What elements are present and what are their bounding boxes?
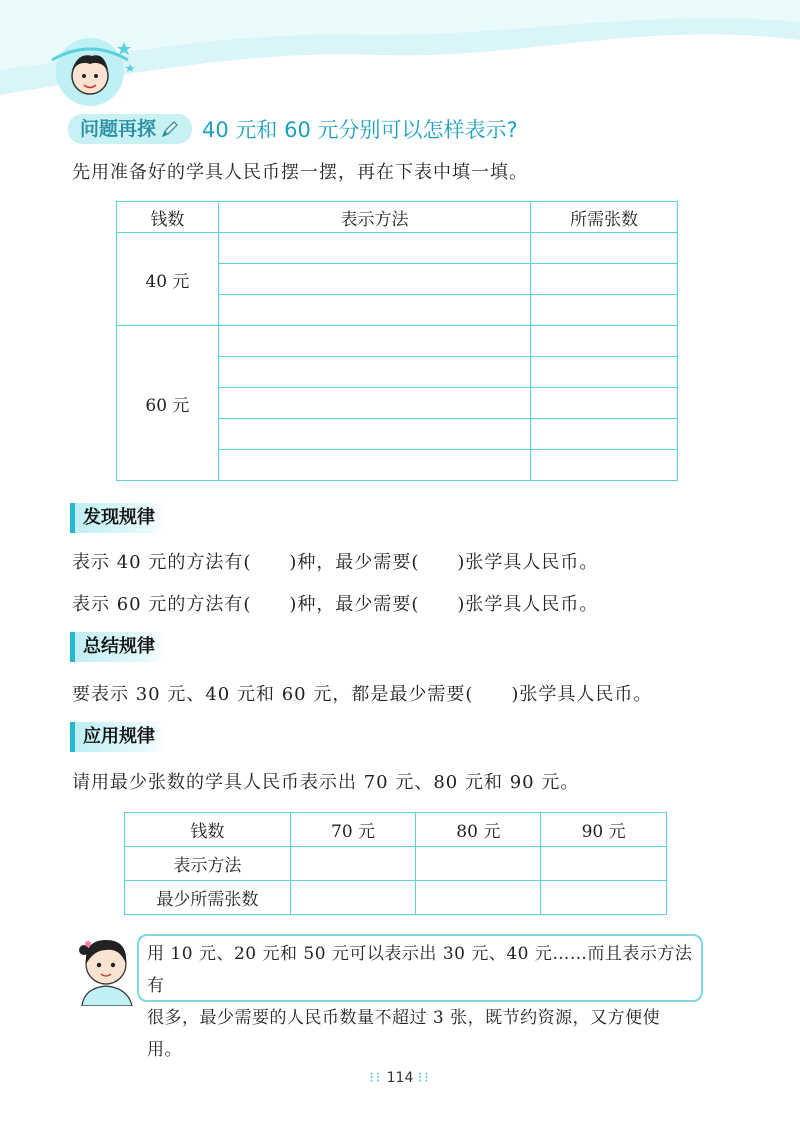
answer-cell[interactable] xyxy=(218,264,530,295)
tip-line-1: 用 10 元、20 元和 50 元可以表示出 30 元、40 元……而且表示方法有 xyxy=(147,944,693,996)
table2-row-min-count: 最少所需张数 xyxy=(125,881,291,915)
section-summary: 总结规律 xyxy=(70,632,165,662)
intro-text: 先用准备好的学具人民币摆一摆，再在下表中填一填。 xyxy=(72,162,528,183)
tip-line-2: 很多，最少需要的人民币数量不超过 3 张，既节约资源，又方便使用。 xyxy=(147,1008,661,1060)
pencil-icon xyxy=(160,119,180,139)
answer-cell[interactable] xyxy=(531,326,678,357)
table2-row-method: 表示方法 xyxy=(125,847,291,881)
discover-line-1: 表示 40 元的方法有( )种，最少需要( )张学具人民币。 xyxy=(72,552,599,573)
table2-amount-90: 90 元 xyxy=(541,813,667,847)
apply-line: 请用最少张数的学具人民币表示出 70 元、80 元和 90 元。 xyxy=(72,772,580,793)
tip-speech-bubble xyxy=(137,934,703,1060)
row-label-60: 60 元 xyxy=(117,326,219,481)
answer-cell[interactable] xyxy=(218,450,530,481)
answer-cell[interactable] xyxy=(531,419,678,450)
girl-avatar-icon xyxy=(72,930,142,1006)
answer-cell[interactable] xyxy=(290,881,416,915)
table2-amount-70: 70 元 xyxy=(290,813,416,847)
answer-cell[interactable] xyxy=(541,881,667,915)
answer-cell[interactable] xyxy=(416,881,541,915)
heading-question: 40 元和 60 元分别可以怎样表示? xyxy=(202,118,518,142)
summary-line: 要表示 30 元、40 元和 60 元，都是最少需要( )张学具人民币。 xyxy=(72,684,653,705)
answer-cell[interactable] xyxy=(541,847,667,881)
answer-cell[interactable] xyxy=(218,233,530,264)
table2-amount-80: 80 元 xyxy=(416,813,541,847)
answer-cell[interactable] xyxy=(531,264,678,295)
heading-tag-label: 问题再探 xyxy=(80,118,157,140)
section-discover: 发现规律 xyxy=(70,503,165,533)
heading-tag xyxy=(68,114,192,144)
answer-cell[interactable] xyxy=(531,450,678,481)
discover-line-2: 表示 60 元的方法有( )种，最少需要( )张学具人民币。 xyxy=(72,594,599,615)
answer-cell[interactable] xyxy=(218,419,530,450)
boy-mascot-icon xyxy=(40,30,140,110)
answer-cell[interactable] xyxy=(218,357,530,388)
page-number-value: 114 xyxy=(386,1070,414,1086)
answer-cell[interactable] xyxy=(531,388,678,419)
star-icon xyxy=(125,64,135,72)
table-header-count: 所需张数 xyxy=(531,202,678,233)
answer-cell[interactable] xyxy=(416,847,541,881)
row-label-40: 40 元 xyxy=(117,233,219,326)
answer-cell[interactable] xyxy=(531,295,678,326)
page-number: ⁝⁝ 114 ⁝⁝ xyxy=(369,1070,431,1086)
representation-table xyxy=(116,201,678,481)
table2-header-amount: 钱数 xyxy=(125,813,291,847)
answer-cell[interactable] xyxy=(218,388,530,419)
answer-cell[interactable] xyxy=(218,326,530,357)
answer-cell[interactable] xyxy=(531,233,678,264)
answer-cell[interactable] xyxy=(531,357,678,388)
star-icon xyxy=(117,42,131,55)
section-apply: 应用规律 xyxy=(70,722,165,752)
table-header-amount: 钱数 xyxy=(117,202,219,233)
problem-heading xyxy=(68,113,518,145)
answer-cell[interactable] xyxy=(218,295,530,326)
table-header-method: 表示方法 xyxy=(218,202,530,233)
minimum-notes-table xyxy=(124,812,667,915)
answer-cell[interactable] xyxy=(290,847,416,881)
